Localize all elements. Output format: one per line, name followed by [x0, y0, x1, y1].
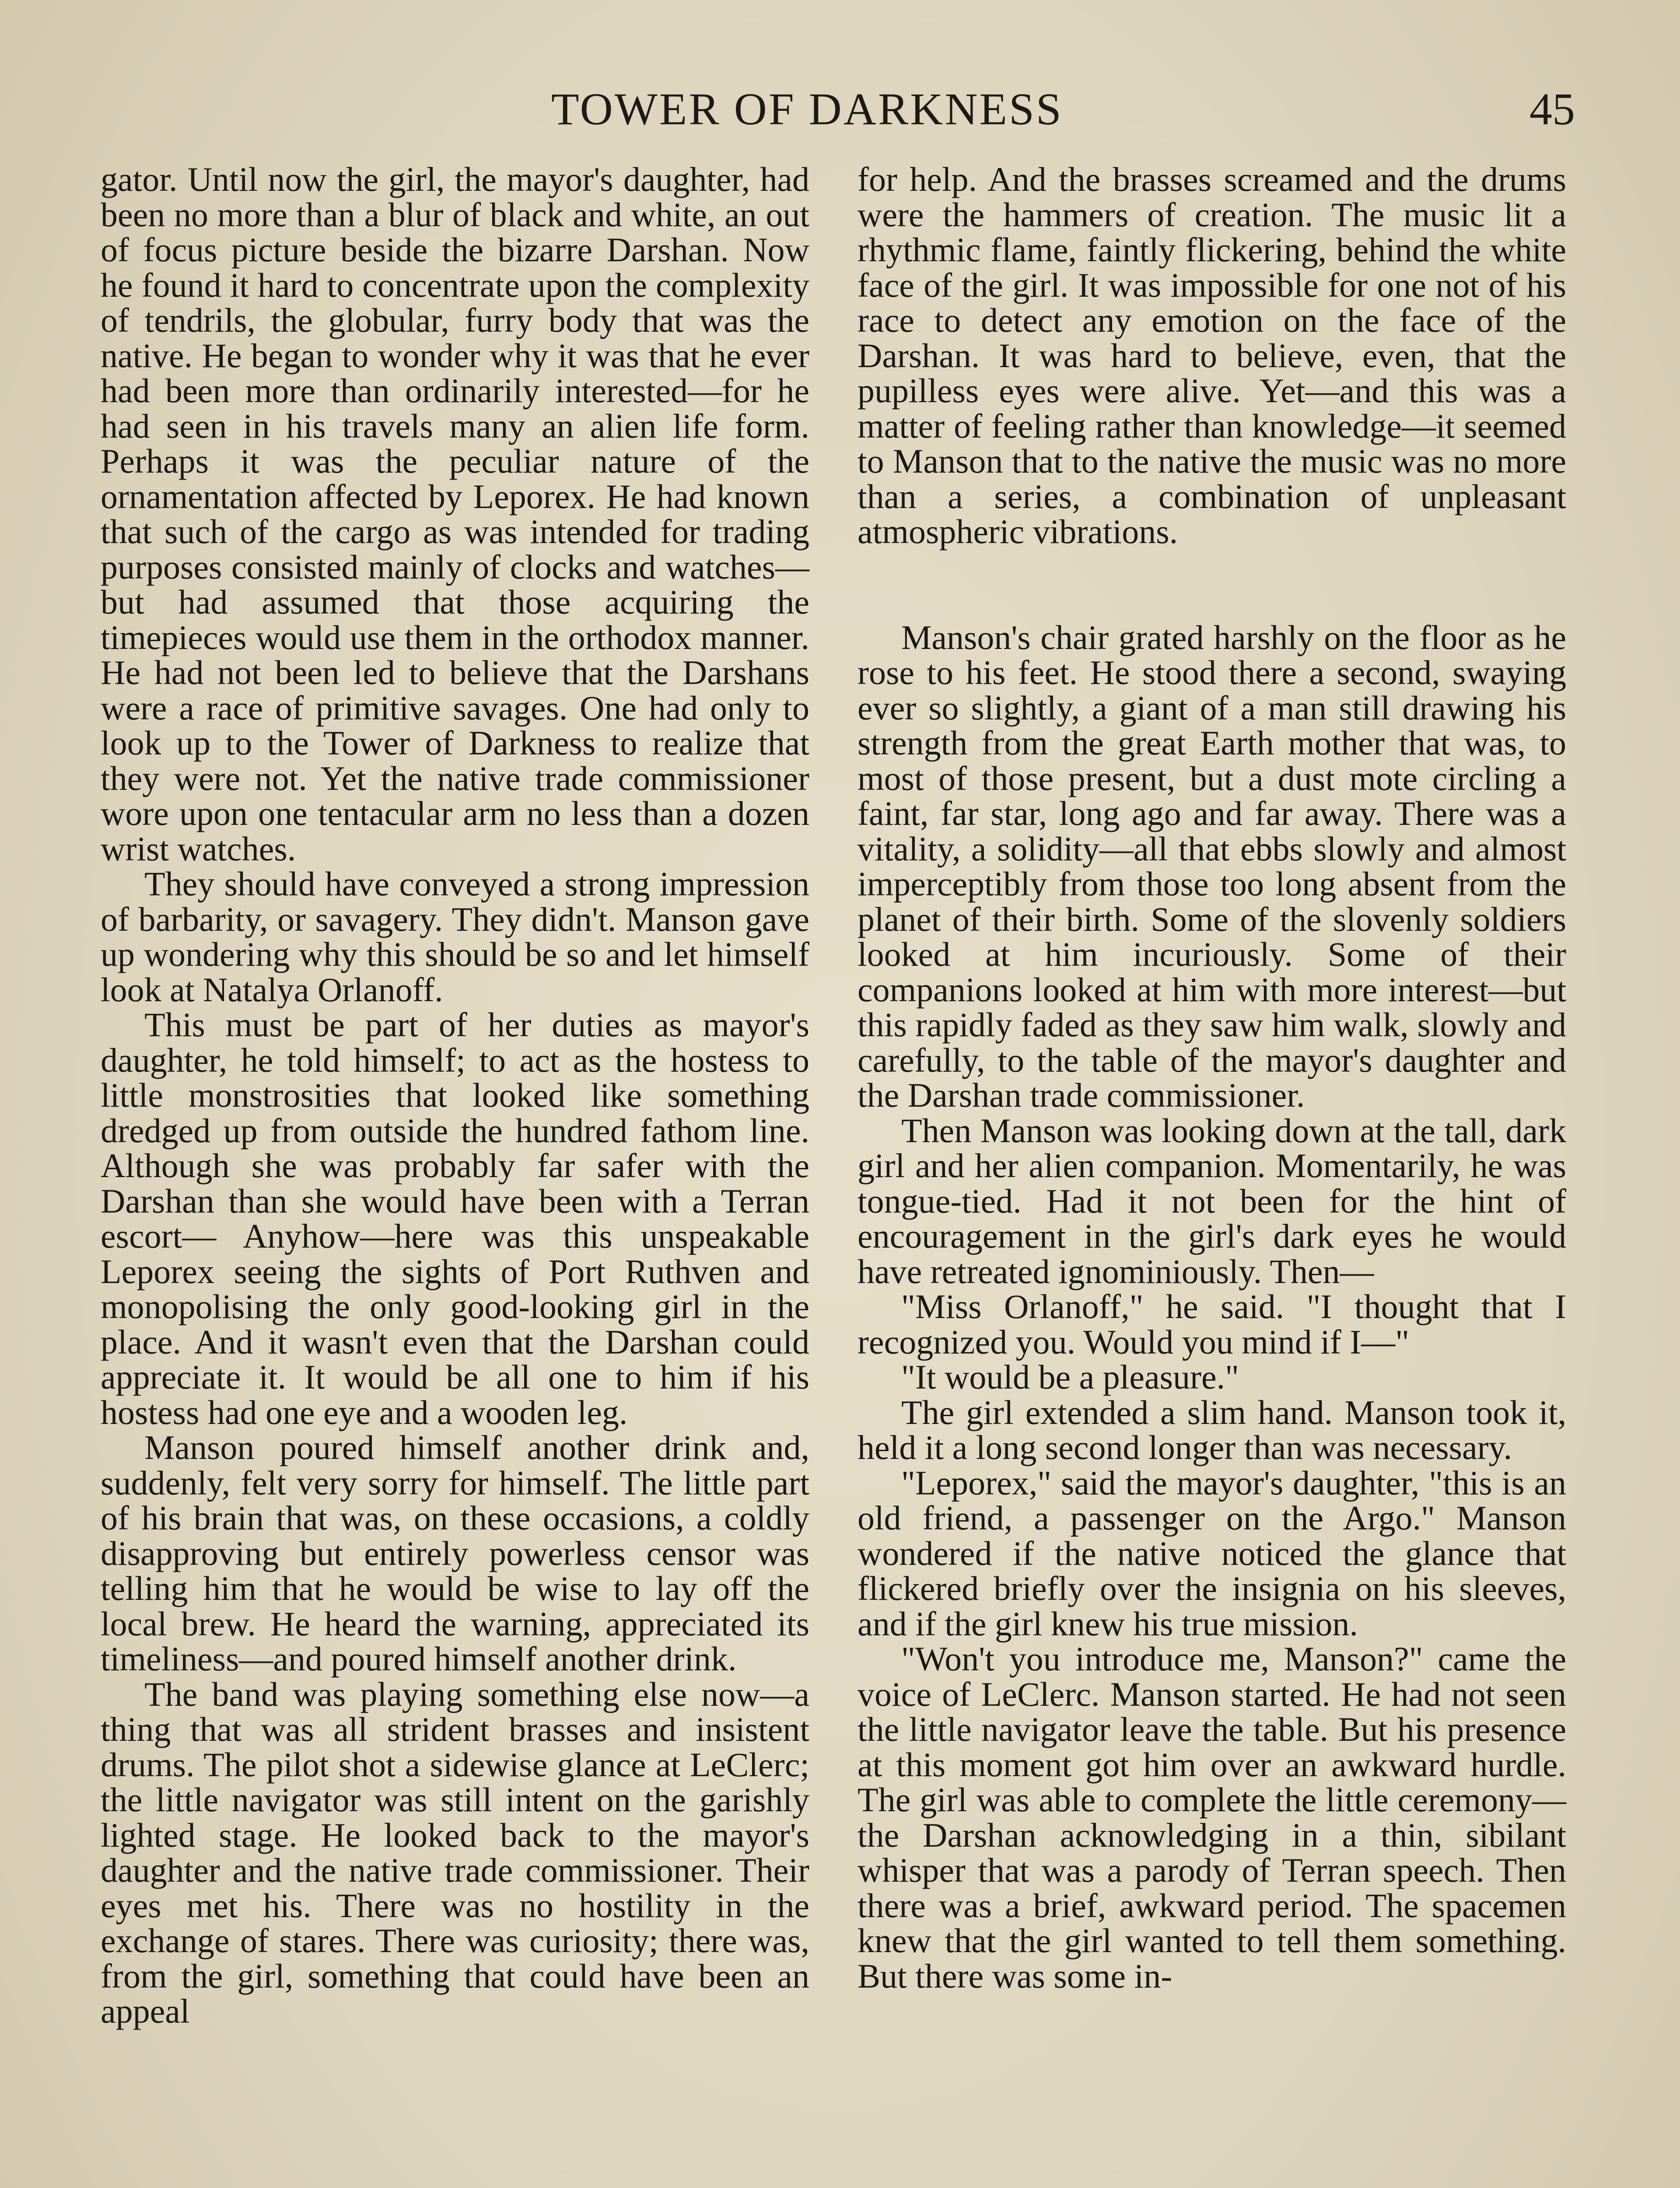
- paragraph: Manson's chair grated harshly on the floor as he rose to his feet. He stood there a second, swaying ever so slightly, a giant of a man still drawing his strength from the great Earth mother that was, to most of those present, but a dust mote circling a faint, far star, long ago and far away. There was a vitality, a solidity—all that ebbs slowly and almost imperceptibly from those too long absent from the planet of their birth. Some of the slovenly soldiers looked at him incuriously. Some of their companions looked at him with more interest—but this rapidly faded as they saw him walk, slowly and carefully, to the table of the mayor's daughter and the Darshan trade commissioner.: [858, 618, 1566, 1114]
- paragraph: for help. And the brasses screamed and the drums were the hammers of creation. The music lit a rhythmic flame, faintly flickering, behind the white face of the girl. It was impossible for one not of his race to detect any emotion on the face of the Darshan. It was hard to believe, even, that the pupilless eyes were alive. Yet—and this was a matter of feeling rather than knowledge—it seemed to Manson that to the native the music was no more than a series, a combination of unpleasant atmospheric vibrations.: [858, 160, 1566, 551]
- left-column: [101, 162, 809, 2029]
- paragraph: "Miss Orlanoff," he said. "I thought that I recognized you. Would you mind if I—": [858, 1287, 1566, 1361]
- paragraph: The band was playing something else now—a thing that was all strident brasses and insistent drums. The pilot shot a sidewise glance at LeClerc; the little navigator was still intent on the garishly lighted stage. He looked back to the mayor's daughter and the native trade commissioner. Their eyes met his. There was no hostility in the exchange of stares. There was curiosity; there was, from the girl, something that could have been an appeal: [101, 1675, 809, 2030]
- running-title: TOWER OF DARKNESS: [551, 84, 1063, 134]
- paragraph: The girl extended a slim hand. Manson took it, held it a long second longer than was necessary.: [858, 1393, 1566, 1466]
- paragraph: "Leporex," said the mayor's daughter, "this is an old friend, a passenger on the Argo." Manson wondered if the native noticed the glance that flickered briefly over the insignia on his sleeves, and if the girl knew his true mission.: [858, 1463, 1566, 1643]
- paragraph: Then Manson was looking down at the tall, dark girl and her alien companion. Momentarily, he was tongue-tied. Had it not been for the hint of encouragement in the girl's dark eyes he would have retreated ignominiously. Then—: [858, 1111, 1566, 1290]
- paragraph: "It would be a pleasure.": [901, 1358, 1239, 1396]
- paragraph: "Won't you introduce me, Manson?" came the voice of LeClerc. Manson started. He had not seen the little navigator leave the table. But his presence at this moment got him over an awkward hurdle. The girl was able to complete the little ceremony—the Darshan acknowledging in a thin, sibilant whisper that was a parody of Terran speech. Then there was a brief, awkward period. The spacemen knew that the girl wanted to tell them something. But there was some in-: [858, 1640, 1566, 1995]
- page-header: [525, 83, 1575, 144]
- paragraph: gator. Until now the girl, the mayor's daughter, had been no more than a blur of black and white, an out of focus picture beside the bizarre Darshan. Now he found it hard to concentrate upon the complexity of tendrils, the globular, furry body that was the native. He began to wonder why it was that he ever had been more than ordinarily interested—for he had seen in his travels many an alien life form. Perhaps it was the peculiar nature of the ornamentation affected by Leporex. He had known that such of the cargo as was intended for trading purposes consisted mainly of clocks and watches—but had assumed that those acquiring the timepieces would use them in the orthodox manner. He had not been led to believe that the Darshans were a race of primitive savages. One had only to look up to the Tower of Darkness to realize that they were not. Yet the native trade commissioner wore upon one tentacular arm no less than a dozen wrist watches.: [101, 160, 809, 868]
- right-column: [858, 162, 1566, 1994]
- paragraph: This must be part of her duties as mayor's daughter, he told himself; to act as the hostess to little monstrosities that looked like something dredged up from outside the hundred fathom line. Although she was probably far safer with the Darshan than she would have been with a Terran escort— Anyhow—here was this unspeakable Leporex seeing the sights of Port Ruthven and monopolising the only good-looking girl in the place. And it wasn't even that the Darshan could appreciate it. It would be all one to him if his hostess had one eye and a wooden leg.: [101, 1006, 809, 1431]
- paragraph: Manson poured himself another drink and, suddenly, felt very sorry for himself. The little part of his brain that was, on these occasions, a coldly disapproving but entirely powerless censor was telling him that he would be wise to lay off the local brew. He heard the warning, appreciated its timeliness—and poured himself another drink.: [101, 1428, 809, 1678]
- page-number: 45: [1530, 84, 1575, 134]
- paragraph: They should have conveyed a strong impression of barbarity, or savagery. They didn't. Manson gave up wondering why this should be so and let himself look at Natalya Orlanoff.: [101, 865, 809, 1009]
- section-break: [858, 550, 1566, 620]
